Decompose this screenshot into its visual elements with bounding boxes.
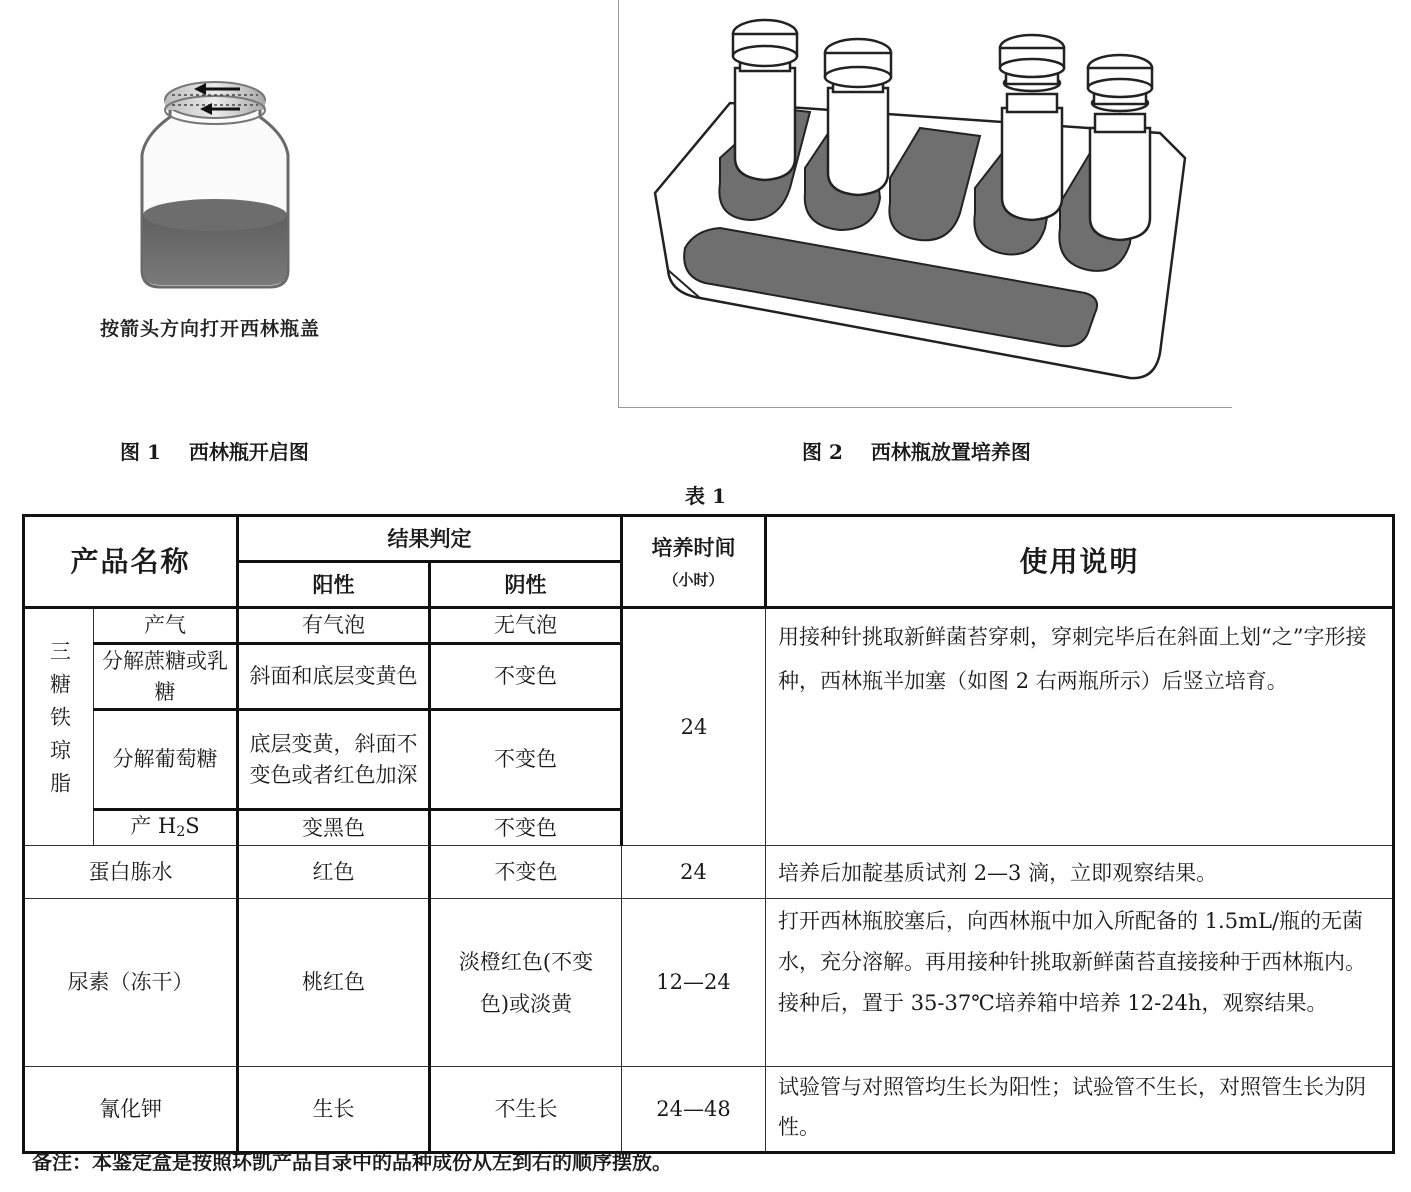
- figure2-caption: [802, 436, 1031, 465]
- header-negative: 阴性: [430, 562, 622, 608]
- vial-opening-figure: [90, 55, 390, 355]
- urea-time: 12—24: [622, 899, 766, 1067]
- tsi-group-label: [24, 608, 94, 846]
- vial-rack-figure: [640, 8, 1220, 398]
- identification-table: [22, 514, 1395, 1154]
- header-product-name: 产品名称: [24, 516, 238, 608]
- tsi-h2s-positive: 变黑色: [238, 810, 430, 846]
- figure1-caption-text: 西林瓶开启图: [188, 440, 309, 464]
- header-usage: 使用说明: [766, 516, 1394, 608]
- tsi-h2s-negative: 不变色: [430, 810, 622, 846]
- kcn-name: 氰化钾: [24, 1067, 238, 1153]
- remark-note: 备注：本鉴定盒是按照环凯产品目录中的品种成份从左到右的顺序摆放。: [32, 1150, 672, 1174]
- tsi-gas-negative: 无气泡: [430, 608, 622, 644]
- tsi-item-sucrose: 分解蔗糖或乳糖: [94, 644, 238, 710]
- figure1-caption-number: 图 1: [120, 440, 161, 464]
- kcn-positive: 生长: [238, 1067, 430, 1153]
- header-result: 结果判定: [238, 516, 622, 562]
- urea-positive: 桃红色: [238, 899, 430, 1067]
- tsi-glucose-negative: 不变色: [430, 710, 622, 810]
- figure2-caption-text: 西林瓶放置培养图: [870, 440, 1031, 464]
- h2s-prefix: 产 H: [130, 814, 177, 838]
- kcn-negative: 不生长: [430, 1067, 622, 1153]
- figure1-caption: [120, 436, 309, 465]
- tsi-time: 24: [622, 608, 766, 846]
- tsi-item-glucose: 分解葡萄糖: [94, 710, 238, 810]
- vial-opening-label: 按箭头方向打开西林瓶盖: [100, 318, 321, 340]
- kcn-time: 24—48: [622, 1067, 766, 1153]
- urea-negative: 淡橙红色(不变色)或淡黄: [430, 899, 622, 1067]
- tsi-item-h2s: [94, 810, 238, 846]
- tsi-sucrose-negative: 不变色: [430, 644, 622, 710]
- urea-usage: 打开西林瓶胶塞后，向西林瓶中加入所配备的 1.5mL/瓶的无菌水，充分溶解。再用接种针挑取新鲜菌苔直接接种于西林瓶内。接种后，置于 35-37℃培养箱中培养 12-24h，观察结果。: [766, 899, 1394, 1067]
- header-culture-time: [622, 516, 766, 608]
- urea-name: 尿素（冻干）: [24, 899, 238, 1067]
- tsi-usage: 用接种针挑取新鲜菌苔穿刺，穿刺完毕后在斜面上划“之”字形接种，西林瓶半加塞（如图 2 右两瓶所示）后竖立培育。: [766, 608, 1394, 846]
- tsi-gas-positive: 有气泡: [238, 608, 430, 644]
- header-culture-time-label: 培养时间: [651, 535, 736, 560]
- kcn-usage: 试验管与对照管均生长为阳性；试验管不生长，对照管生长为阴性。: [766, 1067, 1394, 1153]
- tsi-group-text: 三糖铁琼脂: [47, 640, 72, 805]
- tsi-sucrose-positive: 斜面和底层变黄色: [238, 644, 430, 710]
- header-culture-time-unit: （小时）: [663, 571, 724, 589]
- header-positive: 阳性: [238, 562, 430, 608]
- tsi-item-gas: 产气: [94, 608, 238, 644]
- figure2-caption-number: 图 2: [802, 440, 843, 464]
- peptone-usage: 培养后加靛基质试剂 2—3 滴，立即观察结果。: [766, 846, 1394, 899]
- tsi-glucose-positive: 底层变黄，斜面不变色或者红色加深: [238, 710, 430, 810]
- peptone-positive: 红色: [238, 846, 430, 899]
- h2s-suffix: S: [185, 814, 200, 838]
- h2s-subscript: 2: [176, 824, 186, 840]
- peptone-time: 24: [622, 846, 766, 899]
- peptone-negative: 不变色: [430, 846, 622, 899]
- table-title: 表 1: [685, 484, 726, 508]
- peptone-name: 蛋白胨水: [24, 846, 238, 899]
